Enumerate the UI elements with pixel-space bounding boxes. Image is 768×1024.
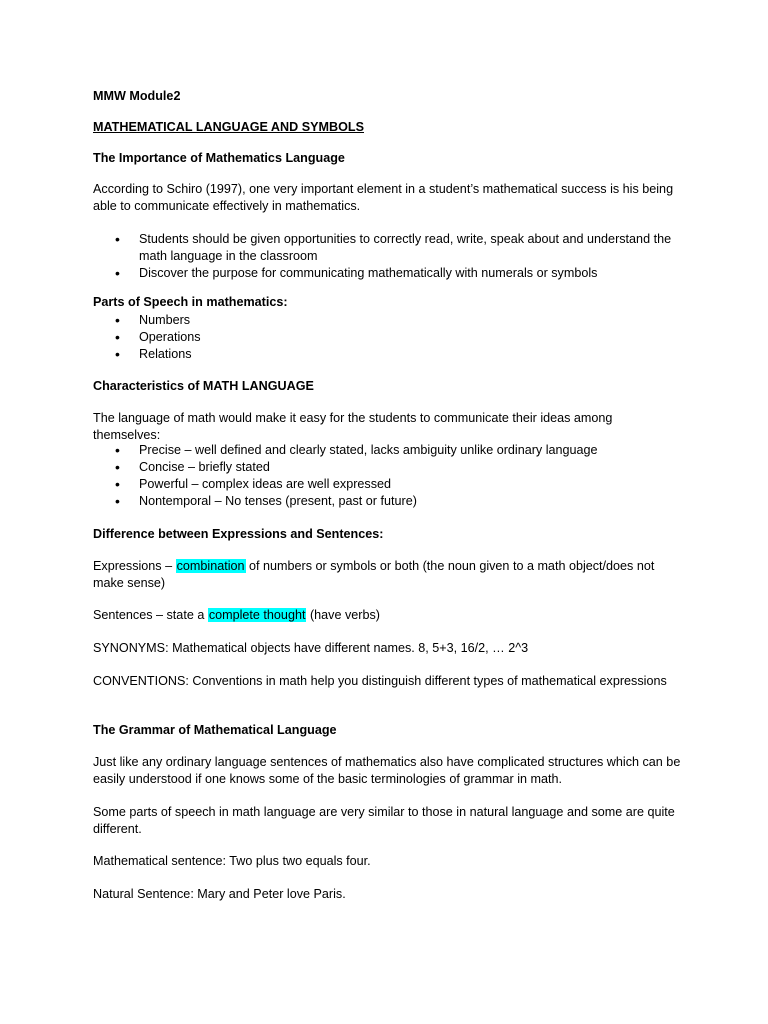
characteristics-intro: The language of math would make it easy for the students to communicate their ideas among themselves: [93,411,613,442]
expressions-suffix: of numbers or symbols or both (the noun given to a math object/does not make sense) [93,559,655,590]
list-item: • Students should be given opportunities to correctly read, write, speak about and understand the math language in the classroom [93,231,683,265]
list-item: • Concise – briefly stated [93,459,683,476]
natural-sentence-example: Natural Sentence: Mary and Peter love Paris. [93,887,346,901]
list-item: • Numbers [93,312,683,329]
list-item: • Nontemporal – No tenses (present, past or future) [93,493,683,510]
list-item: • Relations [93,346,683,363]
importance-heading: The Importance of Mathematics Language [93,151,345,165]
synonyms-line: SYNONYMS: Mathematical objects have different names. 8, 5+3, 16/2, … 2^3 [93,641,529,655]
characteristics-list [93,442,683,510]
list-item: • Powerful – complex ideas are well expressed [93,476,683,493]
math-sentence-example: Mathematical sentence: Two plus two equals four. [93,854,371,868]
module-title: MMW Module2 [93,89,181,103]
sentences-prefix: Sentences – state a [93,608,208,622]
parts-of-speech-heading: Parts of Speech in mathematics: [93,295,288,309]
characteristics-heading: Characteristics of MATH LANGUAGE [93,379,314,393]
difference-heading: Difference between Expressions and Sentences: [93,527,384,541]
importance-bullet-list [93,231,683,282]
expressions-prefix: Expressions – [93,559,176,573]
importance-paragraph: According to Schiro (1997), one very important element in a student’s mathematical success is his being able to communicate effectively in mathematics. [93,182,674,213]
main-heading: MATHEMATICAL LANGUAGE AND SYMBOLS [93,120,364,134]
grammar-heading: The Grammar of Mathematical Language [93,723,337,737]
list-item: • Precise – well defined and clearly stated, lacks ambiguity unlike ordinary language [93,442,683,459]
conventions-paragraph: CONVENTIONS: Conventions in math help you distinguish different types of mathematical expressions [93,674,667,688]
parts-of-speech-list [93,312,683,363]
expressions-definition [93,558,683,592]
expressions-highlight: combination [176,559,245,573]
list-item: • Discover the purpose for communicating mathematically with numerals or symbols [93,265,683,282]
grammar-paragraph-1: Just like any ordinary language sentences of mathematics also have complicated structures which can be easily understood if one knows some of the basic terminologies of grammar in math. [93,755,681,786]
sentences-suffix: (have verbs) [306,608,380,622]
list-item: • Operations [93,329,683,346]
sentences-highlight: complete thought [208,608,306,622]
grammar-paragraph-2: Some parts of speech in math language are very similar to those in natural language and some are quite different. [93,805,675,836]
sentences-definition [93,607,683,624]
